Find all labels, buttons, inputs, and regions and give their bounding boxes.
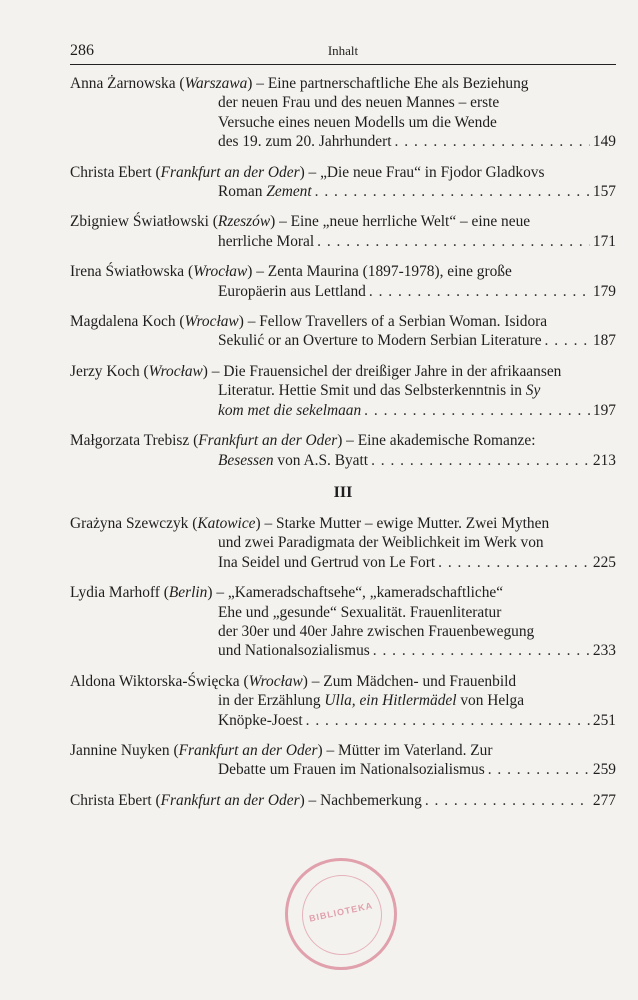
entry-title-line: – „Die neue Frau“ in Fjodor Gladkovs [308, 163, 545, 181]
entry-title-line: herrliche Moral [218, 232, 315, 250]
entry-place: Frankfurt an der Oder [160, 163, 300, 181]
entry-last-line [218, 232, 616, 251]
entry-last-line [218, 331, 616, 350]
entry-continuation [70, 760, 616, 779]
entry-page-number: 213 [592, 451, 616, 469]
entry-last-line [218, 641, 616, 660]
entry-text-part: Roman [218, 183, 267, 201]
dot-leader [306, 711, 590, 730]
entry-author: Magdalena Koch [70, 313, 176, 331]
entry-first-line: Lydia Marhoff (Berlin) – „Kameradschaftsehe“, „kameradschaftliche“ [70, 584, 504, 602]
entry-place: Wrocław [184, 313, 239, 331]
table-of-contents [70, 74, 616, 821]
entry-author: Jerzy Koch [70, 362, 140, 380]
entry-page-number: 277 [592, 791, 616, 809]
entry-last-line [218, 182, 616, 201]
toc-entry [70, 163, 616, 202]
entry-page-number: 259 [592, 761, 616, 779]
entry-first-line: Anna Żarnowska (Warszawa) – Eine partnerschaftliche Ehe als Beziehung [70, 75, 529, 92]
entry-line [70, 791, 616, 810]
entry-place: Berlin [168, 584, 208, 602]
entry-continuation [70, 93, 616, 151]
entry-place: Frankfurt an der Oder [198, 432, 338, 450]
entry-page-number: 197 [592, 401, 616, 419]
entry-place: Rzeszów [217, 213, 271, 231]
entry-text-part: Zement [266, 183, 312, 201]
entry-title-line: – Die Frauensichel der dreißiger Jahre in der afrikaansen [211, 362, 562, 380]
entry-place: Frankfurt an der Oder [160, 791, 300, 809]
entry-title-line [218, 691, 616, 710]
entry-text-part: von Helga [456, 692, 525, 710]
stamp-text: BIBLIOTEKA [308, 900, 374, 924]
entry-last-line [218, 132, 616, 151]
toc-entry [70, 514, 616, 572]
entry-text-part: in der Erzählung [218, 692, 325, 710]
dot-leader [488, 760, 590, 779]
entry-title-line: der 30er und 40er Jahre zwischen Frauenbewegung [218, 622, 535, 640]
dot-leader [317, 232, 590, 251]
entry-continuation [70, 232, 616, 251]
entry-title-line: – „Kameradschaftsehe“, „kameradschaftliche“ [216, 584, 504, 602]
header-rule [70, 64, 616, 65]
entry-last-line [218, 553, 616, 572]
entry-title-line: Versuche eines neuen Modells um die Wende [218, 113, 497, 131]
entry-text: Christa Ebert (Frankfurt an der Oder) – Nachbemerkung [70, 791, 422, 809]
entry-last-line [218, 760, 616, 779]
entry-place: Katowice [197, 514, 256, 532]
entry-place: Wrocław [148, 362, 203, 380]
page-number: 286 [70, 42, 94, 59]
entry-last-line [218, 282, 616, 301]
entry-title-line: Ehe und „gesunde“ Sexualität. Frauenliteratur [218, 603, 502, 621]
entry-title-line: Knöpke-Joest [218, 711, 303, 729]
toc-entry [70, 212, 616, 251]
entry-page-number: 179 [592, 282, 616, 300]
entry-continuation [70, 331, 616, 350]
entry-first-line: Christa Ebert (Frankfurt an der Oder) – „Die neue Frau“ in Fjodor Gladkovs [70, 163, 545, 181]
entry-title-line: Europäerin aus Lettland [218, 282, 366, 300]
page-header [70, 40, 616, 68]
entry-title-line [218, 451, 368, 470]
entry-title-line: – Fellow Travellers of a Serbian Woman. Isidora [247, 313, 548, 331]
entry-first-line: Magdalena Koch (Wrocław) – Fellow Travellers of a Serbian Woman. Isidora [70, 313, 548, 331]
entry-title-line [218, 381, 616, 400]
entry-title-line: Debatte um Frauen im Nationalsozialismus [218, 761, 485, 779]
entry-first-line: Irena Światłowska (Wrocław) – Zenta Maurina (1897-1978), eine große [70, 263, 512, 281]
toc-entry [70, 583, 616, 661]
dot-leader [369, 282, 590, 301]
entry-title: – Nachbemerkung [308, 791, 422, 809]
entry-continuation [70, 381, 616, 420]
library-stamp [285, 858, 397, 970]
entry-continuation [70, 691, 616, 730]
entry-first-line: Jannine Nuyken (Frankfurt an der Oder) – Mütter im Vaterland. Zur [70, 741, 493, 759]
entry-title-line: – Eine partnerschaftliche Ehe als Beziehung [256, 75, 529, 92]
entry-place: Warszawa [184, 75, 248, 92]
entry-page-number: 157 [592, 183, 616, 201]
entry-page-number: 187 [592, 332, 616, 350]
dot-leader [371, 451, 590, 470]
toc-entry [70, 741, 616, 780]
entry-author: Aldona Wiktorska-Święcka [70, 672, 240, 690]
entry-title-line: Ina Seidel und Gertrud von Le Fort [218, 553, 436, 571]
entry-place: Frankfurt an der Oder [178, 741, 318, 759]
entry-text-part: Sy [525, 382, 541, 400]
entry-first-line: Jerzy Koch (Wrocław) – Die Frauensichel der dreißiger Jahre in der afrikaansen [70, 362, 562, 380]
entry-title-line: – Eine „neue herrliche Welt“ – eine neue [279, 213, 531, 231]
entry-continuation [70, 282, 616, 301]
entry-author: Christa Ebert [70, 791, 152, 809]
dot-leader [373, 641, 590, 660]
dot-leader [545, 331, 590, 350]
entry-title-line [218, 401, 361, 420]
entry-page-number: 225 [592, 553, 616, 571]
entry-text-part: Ulla, ein Hitlermädel [324, 692, 457, 710]
entry-author: Christa Ebert [70, 163, 152, 181]
entry-title-line: – Zenta Maurina (1897-1978), eine große [256, 263, 512, 281]
running-title: Inhalt [327, 43, 359, 58]
dot-leader [364, 401, 590, 420]
entry-first-line: Aldona Wiktorska-Święcka (Wrocław) – Zum Mädchen- und Frauenbild [70, 672, 517, 690]
entry-continuation [70, 603, 616, 661]
entry-text-part: Besessen [218, 451, 274, 469]
entry-text-part: Literatur. Hettie Smit und das Selbsterkenntnis in [218, 382, 526, 400]
entry-continuation [70, 182, 616, 201]
toc-entry [70, 431, 616, 470]
entry-continuation [70, 451, 616, 470]
toc-entry [70, 74, 616, 152]
dot-leader [438, 553, 590, 572]
entry-first-line: Zbigniew Światłowski (Rzeszów) – Eine „neue herrliche Welt“ – eine neue [70, 213, 531, 231]
entry-place: Wrocław [248, 672, 303, 690]
entry-title-line [218, 182, 312, 201]
entry-title-line: des 19. zum 20. Jahrhundert [218, 133, 392, 151]
toc-entry [70, 791, 616, 810]
toc-entry [70, 312, 616, 351]
entry-title-line: – Zum Mädchen- und Frauenbild [311, 672, 517, 690]
entry-title-line: – Eine akademische Romanze: [346, 432, 536, 450]
entry-last-line [218, 451, 616, 470]
entry-title-line: und zwei Paradigmata der Weiblichkeit im Werk von [218, 534, 544, 552]
entry-author: Anna Żarnowska [70, 75, 176, 92]
entry-continuation [70, 533, 616, 572]
toc-entry [70, 362, 616, 420]
entry-last-line [218, 401, 616, 420]
entry-title-line: – Starke Mutter – ewige Mutter. Zwei Mythen [264, 514, 550, 532]
entry-place: Wrocław [193, 263, 248, 281]
entry-page-number: 171 [592, 232, 616, 250]
entry-author: Lydia Marhoff [70, 584, 160, 602]
dot-leader [425, 791, 590, 810]
section-heading: III [333, 483, 353, 501]
entry-page-number: 149 [592, 133, 616, 151]
entry-page-number: 233 [592, 642, 616, 660]
dot-leader [395, 132, 590, 151]
entry-author: Irena Światłowska [70, 263, 185, 281]
entry-title-line: der neuen Frau und des neuen Mannes – erste [218, 94, 500, 112]
entry-title-line: Sekulić or an Overture to Modern Serbian Literature [218, 332, 542, 350]
dot-leader [315, 182, 590, 201]
toc-entry [70, 262, 616, 301]
toc-entry [70, 672, 616, 730]
entry-author: Grażyna Szewczyk [70, 514, 189, 532]
entry-text-part: kom met die sekelmaan [218, 401, 362, 419]
entry-title-line: und Nationalsozialismus [218, 642, 370, 660]
entry-author: Jannine Nuyken [70, 741, 170, 759]
entry-first-line: Grażyna Szewczyk (Katowice) – Starke Mutter – ewige Mutter. Zwei Mythen [70, 514, 550, 532]
entry-first-line: Małgorzata Trebisz (Frankfurt an der Oder) – Eine akademische Romanze: [70, 432, 536, 450]
entry-author: Małgorzata Trebisz [70, 432, 190, 450]
entry-page-number: 251 [592, 711, 616, 729]
entry-last-line [218, 711, 616, 730]
entry-title-line: – Mütter im Vaterland. Zur [326, 741, 493, 759]
entry-author: Zbigniew Światłowski [70, 213, 209, 231]
entry-text-part: von A.S. Byatt [273, 451, 369, 469]
